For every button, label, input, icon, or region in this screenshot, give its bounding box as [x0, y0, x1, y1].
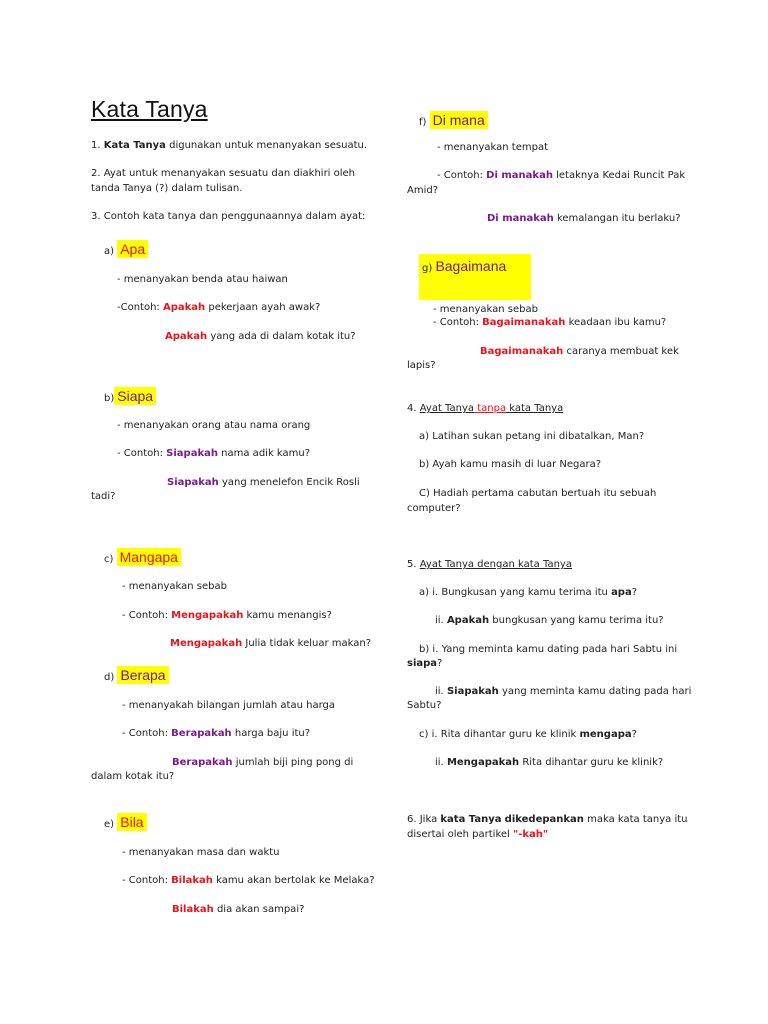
part-6-line-2 [407, 828, 548, 843]
section-a-letter: a) [104, 246, 115, 257]
question-word: apa [611, 587, 632, 598]
part-4-item-b: b) Ayah kamu masih di luar Negara? [419, 459, 602, 470]
page-title: Kata Tanya [91, 96, 208, 122]
section-d-letter: d) [104, 672, 115, 683]
question-word: Siapakah [167, 477, 219, 488]
section-b-desc: - menanyakan orang atau nama orang [117, 420, 311, 431]
section-f-word: Di mana [430, 111, 488, 129]
example-label: - Contoh: [122, 728, 168, 739]
example-label: -Contoh: [117, 302, 160, 313]
part-4-heading-text: Ayat Tanya [419, 403, 475, 414]
section-d-example-1 [122, 727, 310, 742]
section-e-example-2 [172, 903, 304, 918]
example-text: keadaan ibu kamu? [568, 317, 667, 328]
example-text: kamu menangis? [246, 610, 332, 621]
part-5-c-ii [435, 756, 663, 771]
example-text: yang menelefon Encik Rosli [222, 477, 360, 488]
question-word: Bilakah [172, 904, 214, 915]
section-e-desc: - menanyakan masa dan waktu [122, 847, 280, 858]
section-d-heading [104, 665, 169, 686]
question-mark: ? [631, 729, 637, 740]
section-f-desc: - menanyakan tempat [437, 142, 549, 153]
part-5-b-i [419, 643, 677, 658]
intro-point-1 [91, 139, 367, 154]
sentence-text: disertai oleh partikel [407, 829, 510, 840]
question-word: Apakah [446, 615, 490, 626]
intro-1-bold: Kata Tanya [103, 140, 166, 151]
section-f-example-2 [487, 212, 681, 227]
section-a-example-1 [117, 301, 320, 316]
section-g-word: Bagaimana [435, 258, 507, 274]
example-text: kamu akan bertolak ke Melaka? [216, 875, 375, 886]
part-5-c-i [419, 728, 637, 743]
sentence-text: Rita dihantar guru ke klinik? [522, 757, 664, 768]
section-b-heading [104, 386, 156, 407]
sentence-text: bungkusan yang kamu terima itu? [492, 615, 664, 626]
part-4-heading [407, 402, 563, 417]
section-c-word: Mangapa [117, 548, 181, 566]
section-g-example-2-tail: lapis? [407, 360, 436, 371]
part-5-heading-text: Ayat Tanya dengan kata Tanya [419, 559, 572, 570]
example-text: yang ada di dalam kotak itu? [210, 331, 356, 342]
part-4-item-a: a) Latihan sukan petang ini dibatalkan, Man? [419, 431, 645, 442]
section-f-example-1 [437, 169, 685, 184]
sentence-text: a) i. Bungkusan yang kamu terima itu [419, 587, 608, 598]
example-text: harga baju itu? [234, 728, 311, 739]
part-4-number: 4. [407, 403, 417, 414]
question-word: Mengapakah [171, 610, 244, 621]
section-b-example-2 [167, 476, 360, 491]
example-text: Julia tidak keluar makan? [245, 638, 372, 649]
question-word: Siapakah [166, 448, 218, 459]
bold-term: dikedepankan [504, 814, 584, 825]
question-word: mengapa [579, 729, 632, 740]
part-4-heading-highlight: tanpa [477, 403, 507, 414]
section-d-word: Berapa [117, 666, 168, 684]
numeral: ii. [435, 757, 444, 768]
section-e-heading [104, 812, 147, 833]
question-word: Mengapakah [170, 638, 243, 649]
question-mark: ? [631, 587, 638, 598]
example-text: jumlah biji ping pong di [235, 757, 354, 768]
section-c-letter: c) [104, 554, 114, 565]
section-g-example-1 [433, 316, 666, 331]
part-5-heading [407, 558, 572, 573]
part-5-b-i-tail [407, 657, 442, 672]
section-d-example-2-tail: dalam kotak itu? [91, 771, 175, 782]
part-5-a-i [419, 586, 637, 601]
particle-kah: "-kah" [513, 829, 549, 840]
sentence-text: b) i. Yang meminta kamu dating pada hari Sabtu ini [419, 644, 678, 655]
question-word: Siapakah [446, 686, 499, 697]
question-word: Berapakah [172, 757, 233, 768]
question-word: Apakah [165, 331, 208, 342]
section-g-example-2 [480, 345, 679, 360]
section-e-example-1 [122, 874, 375, 889]
question-word: Mengapakah [446, 757, 520, 768]
section-d-desc: - menanyakah bilangan jumlah atau harga [122, 700, 336, 711]
example-text: letaknya Kedai Runcit Pak [556, 170, 686, 181]
section-g-desc: - menanyakan sebab [433, 304, 538, 315]
section-b-letter: b) [104, 393, 115, 404]
part-5-number: 5. [407, 559, 417, 570]
section-c-example-1 [122, 609, 332, 624]
sentence-text: 6. Jika [407, 814, 438, 825]
question-word: Apakah [162, 302, 206, 313]
section-a-example-2 [165, 330, 356, 345]
part-4-heading-text-end: kata Tanya [509, 403, 564, 414]
example-text: kemalangan itu berlaku? [556, 213, 681, 224]
intro-point-2: 2. Ayat untuk menanyakan sesuatu dan diakhiri oleh tanda Tanya (?) dalam tulisan. [91, 168, 356, 194]
section-c-example-2 [170, 637, 371, 652]
question-word: Bilakah [171, 875, 213, 886]
question-word: siapa [407, 658, 438, 669]
section-f-example-1-tail: Amid? [407, 185, 439, 196]
example-label: - Contoh: [122, 610, 168, 621]
sentence-text: maka kata tanya itu [587, 814, 688, 825]
section-b-example-1 [117, 447, 310, 462]
example-label: - Contoh: [117, 448, 163, 459]
part-5-b-ii-tail: Sabtu? [407, 700, 442, 711]
example-text: dia akan sampai? [216, 904, 305, 915]
example-label: - Contoh: [433, 317, 479, 328]
question-word: Di manakah [486, 170, 553, 181]
question-mark: ? [437, 658, 443, 669]
question-word: Bagaimanakah [480, 346, 564, 357]
example-text: pekerjaan ayah awak? [208, 302, 321, 313]
intro-point-3: 3. Contoh kata tanya dan penggunaannya dalam ayat: [91, 211, 366, 222]
section-b-word: Siapa [114, 387, 156, 405]
section-b-example-2-tail: tadi? [91, 491, 116, 502]
section-f-heading [419, 110, 488, 131]
intro-1-number: 1. [91, 140, 101, 151]
part-4-item-c: C) Hadiah pertama cabutan bertuah itu sebuah computer? [407, 488, 657, 514]
sentence-text: yang meminta kamu dating pada hari [501, 686, 692, 697]
bold-term: kata Tanya [440, 814, 502, 825]
section-e-letter: e) [104, 819, 115, 830]
example-label: - Contoh: [437, 170, 483, 181]
section-c-desc: - menanyakan sebab [122, 581, 227, 592]
section-f-letter: f) [419, 117, 427, 128]
question-word: Di manakah [487, 213, 554, 224]
question-word: Berapakah [171, 728, 232, 739]
example-text: nama adik kamu? [221, 448, 311, 459]
part-5-b-ii [435, 685, 691, 700]
section-a-desc: - menanyakan benda atau haiwan [117, 274, 288, 285]
numeral: ii. [435, 615, 444, 626]
section-a-word: Apa [117, 240, 148, 258]
question-word: Bagaimanakah [482, 317, 566, 328]
section-e-word: Bila [117, 813, 146, 831]
section-g-heading [422, 256, 506, 277]
section-c-heading [104, 547, 181, 568]
section-a-heading [104, 239, 148, 260]
intro-1-text: digunakan untuk menanyakan sesuatu. [169, 140, 368, 151]
numeral: ii. [435, 686, 444, 697]
part-5-a-ii [435, 614, 664, 629]
section-g-letter: g) [422, 263, 433, 274]
part-6-line-1 [407, 813, 688, 828]
section-d-example-2 [172, 756, 353, 771]
sentence-text: c) i. Rita dihantar guru ke klinik [419, 729, 577, 740]
example-label: - Contoh: [122, 875, 168, 886]
example-text: caranya membuat kek [566, 346, 679, 357]
